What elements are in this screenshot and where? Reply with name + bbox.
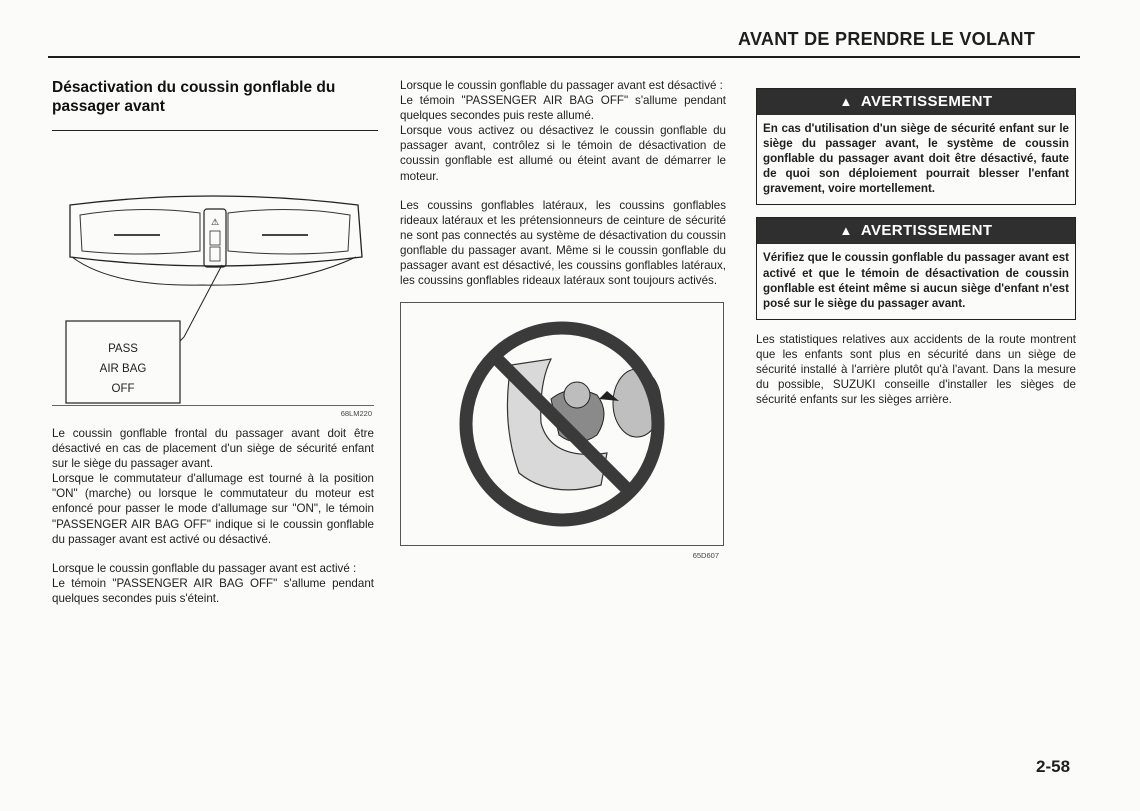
page-number: 2-58 bbox=[1036, 757, 1071, 776]
figure-code: 65D607 bbox=[692, 551, 719, 561]
svg-text:⚠: ⚠ bbox=[210, 218, 220, 228]
figure-airbag-switch bbox=[52, 147, 374, 418]
figure-no-child-seat bbox=[400, 302, 724, 561]
paragraph: Lorsque le commutateur d'allumage est tourné à la position "ON" (marche) ou lorsque le commutateur du moteur est enfoncé pour passer le mode d'allumage sur "ON", le témoin "PASSENGER AIR BAG OFF" indique si le coussin gonflable du passager avant est activé ou désactivé. bbox=[52, 472, 374, 546]
running-header: AVANT DE PRENDRE LE VOLANT bbox=[738, 29, 1036, 49]
column-2 bbox=[400, 78, 726, 561]
column-3 bbox=[756, 88, 1076, 407]
switch-label-off: OFF bbox=[111, 383, 135, 395]
section-title: Désactivation du coussin gonflable du passager avant bbox=[52, 79, 336, 115]
warning-box-2 bbox=[756, 217, 1076, 319]
column-1 bbox=[52, 78, 374, 606]
warning-text: En cas d'utilisation d'un siège de sécurité enfant sur le siège du passager avant, le système de coussin gonflable du passager avant doit être désactivé, faute de quoi son déploiement pourrait blesser l'enfant gravement, voire mortellement. bbox=[763, 122, 1069, 196]
warning-title: AVERTISSEMENT bbox=[860, 93, 993, 110]
paragraph: Lorsque vous activez ou désactivez le coussin gonflable du passager avant, contrôlez si le témoin de désactivation de coussin gonflable est allumé ou éteint avant de démarrer le moteur. bbox=[400, 124, 726, 183]
paragraph: Le témoin "PASSENGER AIR BAG OFF" s'allume pendant quelques secondes puis reste allumé. bbox=[400, 94, 726, 123]
paragraph: Les statistiques relatives aux accidents de la route montrent que les enfants sont plus en sécurité dans un siège de sécurité installé à l'arrière plutôt qu'à l'avant. Dans la mesure du possible, SUZUKI conseille d'installer les sièges de sécurité enfants sur les sièges arrière. bbox=[756, 332, 1076, 407]
warning-triangle-icon: ▲ bbox=[839, 223, 853, 239]
warning-header bbox=[757, 218, 1075, 244]
warning-text: Vérifiez que le coussin gonflable du passager avant est activé et que le témoin de désactivation de coussin gonflable est éteint même si aucun siège d'enfant n'est posé sur le siège du passager avant. bbox=[763, 251, 1069, 310]
paragraph: Les coussins gonflables latéraux, les coussins gonflables rideaux latéraux et les prétensionneurs de ceinture de sécurité ne sont pas connectés au système de désactivation du coussin gonflable du passager avant. Même si le coussin gonflable du passager avant est désactivé, les coussins gonflables latéraux, les coussins gonflables rideaux latéraux sont toujours activés. bbox=[400, 198, 726, 288]
paragraph: Le coussin gonflable frontal du passager avant doit être désactivé en cas de placement d'un siège de sécurité enfant sur le siège du passager avant. bbox=[52, 427, 374, 471]
warning-box-1 bbox=[756, 88, 1076, 205]
prohibited-child-seat-illustration bbox=[401, 303, 723, 545]
switch-label-airbag: AIR BAG bbox=[99, 363, 147, 375]
paragraph: Lorsque le coussin gonflable du passager avant est activé : bbox=[52, 561, 357, 575]
warning-triangle-icon: ▲ bbox=[839, 94, 853, 109]
switch-label-pass: PASS bbox=[108, 343, 138, 355]
paragraph: Le témoin "PASSENGER AIR BAG OFF" s'allume pendant quelques secondes puis s'éteint. bbox=[52, 576, 374, 605]
header-rule bbox=[48, 56, 1080, 58]
figure-code: 68LM220 bbox=[340, 409, 372, 418]
paragraph: Lorsque le coussin gonflable du passager avant est désactivé : bbox=[400, 79, 723, 92]
warning-header bbox=[757, 89, 1075, 115]
title-rule bbox=[52, 130, 378, 131]
warning-title: AVERTISSEMENT bbox=[860, 222, 993, 240]
